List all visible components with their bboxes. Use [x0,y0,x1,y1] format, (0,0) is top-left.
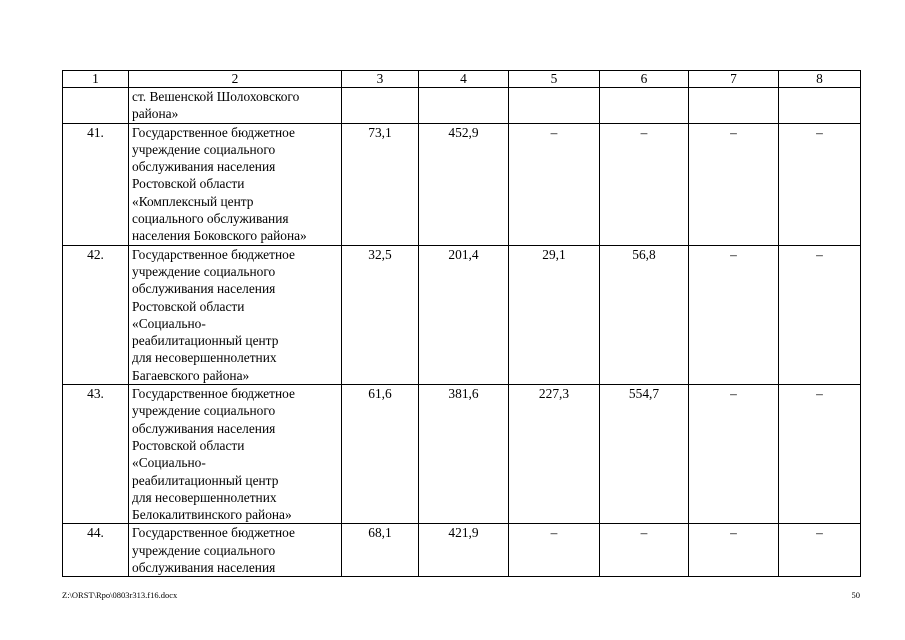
table-row [63,123,861,245]
value-cell: – [689,123,779,245]
value-cell: 68,1 [342,524,419,577]
value-cell: 452,9 [419,123,509,245]
value-cell [419,88,509,124]
value-cell: – [689,385,779,524]
value-cell: 32,5 [342,245,419,384]
value-cell: 201,4 [419,245,509,384]
value-cell: 227,3 [509,385,600,524]
value-cell: – [689,524,779,577]
institution-name: Государственное бюджетное учреждение социального обслуживания населения Ростовской области «Социально- реабилитационный центр для несовершеннолетних Белокалитвинского района» [129,385,342,524]
value-cell: 421,9 [419,524,509,577]
data-table [62,70,861,577]
row-number: 41. [63,123,129,245]
header-cell: 7 [689,71,779,88]
row-number [63,88,129,124]
value-cell: – [779,524,861,577]
value-cell: 56,8 [600,245,689,384]
row-number: 42. [63,245,129,384]
header-cell: 8 [779,71,861,88]
document-file-path: Z:\ORST\Rpo\0803r313.f16.docx [62,590,178,600]
table-row [63,245,861,384]
institution-name: Государственное бюджетное учреждение социального обслуживания населения Ростовской области «Социально- реабилитационный центр для несовершеннолетних Багаевского района» [129,245,342,384]
header-cell: 2 [129,71,342,88]
value-cell: – [600,524,689,577]
institution-name: ст. Вешенской Шолоховского района» [129,88,342,124]
value-cell: – [779,385,861,524]
value-cell: 29,1 [509,245,600,384]
table-row [63,88,861,124]
value-cell: 554,7 [600,385,689,524]
value-cell [342,88,419,124]
value-cell: – [600,123,689,245]
value-cell: 381,6 [419,385,509,524]
value-cell [509,88,600,124]
value-cell [779,88,861,124]
institution-name: Государственное бюджетное учреждение социального обслуживания населения Ростовской области «Комплексный центр социального обслуживания населения Боковского района» [129,123,342,245]
institution-name: Государственное бюджетное учреждение социального обслуживания населения [129,524,342,577]
value-cell [689,88,779,124]
value-cell: 61,6 [342,385,419,524]
header-cell: 1 [63,71,129,88]
page-number: 50 [851,590,860,600]
header-cell: 6 [600,71,689,88]
value-cell: 73,1 [342,123,419,245]
row-number: 43. [63,385,129,524]
value-cell: – [509,123,600,245]
value-cell: – [779,123,861,245]
value-cell: – [779,245,861,384]
row-number: 44. [63,524,129,577]
table-row [63,385,861,524]
header-cell: 3 [342,71,419,88]
value-cell [600,88,689,124]
table-header-row [63,71,861,88]
value-cell: – [689,245,779,384]
header-cell: 5 [509,71,600,88]
value-cell: – [509,524,600,577]
table-row [63,524,861,577]
header-cell: 4 [419,71,509,88]
